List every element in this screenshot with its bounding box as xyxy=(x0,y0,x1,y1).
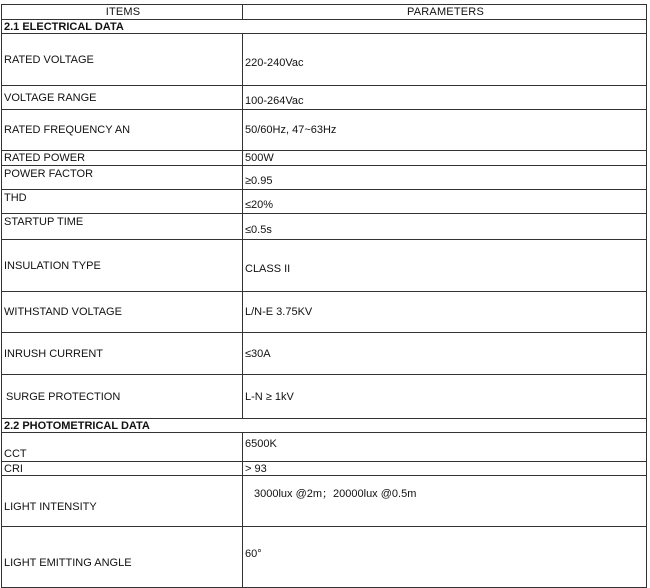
section-title: 2.2 PHOTOMETRICAL DATA xyxy=(2,419,647,433)
item-value: 220-240Vac xyxy=(243,34,647,86)
item-label: POWER FACTOR xyxy=(2,166,243,190)
item-value: 60° xyxy=(243,527,647,588)
table-row xyxy=(2,166,647,190)
item-label: LIGHT INTENSITY xyxy=(2,476,243,527)
item-value: L/N-E 3.75KV xyxy=(243,292,647,333)
item-value: ≥0.95 xyxy=(243,166,647,190)
item-value: 50/60Hz, 47~63Hz xyxy=(243,110,647,151)
item-label: LIGHT EMITTING ANGLE xyxy=(2,527,243,588)
table-row xyxy=(2,110,647,151)
item-label: THD xyxy=(2,190,243,214)
item-value: ≤20% xyxy=(243,190,647,214)
item-label: VOLTAGE RANGE xyxy=(2,86,243,110)
table-row xyxy=(2,190,647,214)
item-label: CRI xyxy=(2,462,243,476)
section-header-photometrical xyxy=(2,419,647,433)
item-value: 500W xyxy=(243,151,647,166)
table-row xyxy=(2,86,647,110)
table-row xyxy=(2,527,647,588)
table-header-row xyxy=(2,5,647,20)
item-value: ≤0.5s xyxy=(243,214,647,240)
item-value: ≤30A xyxy=(243,333,647,375)
item-value: > 93 xyxy=(243,462,647,476)
table-row xyxy=(2,476,647,527)
item-label: INRUSH CURRENT xyxy=(2,333,243,375)
table-row xyxy=(2,433,647,462)
table-row xyxy=(2,151,647,166)
table-row xyxy=(2,462,647,476)
item-value: CLASS II xyxy=(243,240,647,292)
spec-table xyxy=(1,4,647,588)
table-row xyxy=(2,214,647,240)
item-label: SURGE PROTECTION xyxy=(2,375,243,419)
table-row xyxy=(2,375,647,419)
item-label: WITHSTAND VOLTAGE xyxy=(2,292,243,333)
item-value: 100-264Vac xyxy=(243,86,647,110)
header-parameters: PARAMETERS xyxy=(243,5,647,20)
item-label: STARTUP TIME xyxy=(2,214,243,240)
header-items: ITEMS xyxy=(2,5,243,20)
table-row xyxy=(2,34,647,86)
item-label: RATED VOLTAGE xyxy=(2,34,243,86)
item-value: 6500K xyxy=(243,433,647,462)
section-title: 2.1 ELECTRICAL DATA xyxy=(2,20,647,34)
item-value: 3000lux @2m；20000lux @0.5m xyxy=(243,476,647,527)
table-row xyxy=(2,292,647,333)
table-row xyxy=(2,333,647,375)
section-header-electrical xyxy=(2,20,647,34)
item-value: L-N ≥ 1kV xyxy=(243,375,647,419)
table-row xyxy=(2,240,647,292)
item-label: INSULATION TYPE xyxy=(2,240,243,292)
item-label: RATED FREQUENCY AN xyxy=(2,110,243,151)
item-label: CCT xyxy=(2,433,243,462)
item-label: RATED POWER xyxy=(2,151,243,166)
